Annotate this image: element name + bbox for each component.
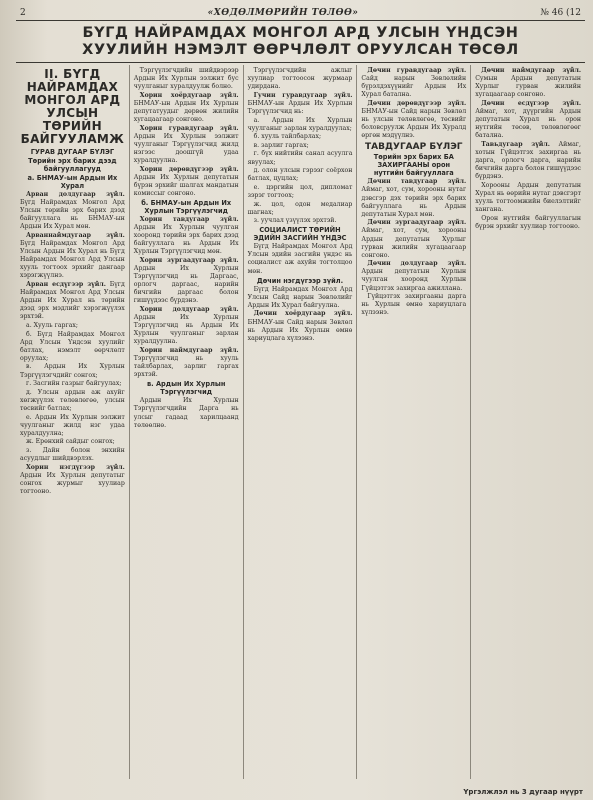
clause-lead: Хорин дөрөвдүгээр зүйл. — [139, 165, 239, 173]
column-1 — [16, 65, 130, 779]
article-paragraph: Арван есдүгээр зүйл. Бүгд Найрамдах Монгол Ард Улсын Ардын Их Хурал нь төрийн дээд эрх мэдлийг хэрэгжүүлэх эрхтэй. — [20, 281, 125, 321]
article-paragraph: Гүйцэтгэх захиргааны дарга нь Хурлын өмнө хариуцлага хүлээнэ. — [361, 293, 467, 317]
list-item: б. Бүгд Найрамдах Монгол Ард Улсын Үндсэн хуулийг батлах, нэмэлт өөрчлөлт оруулах; — [20, 330, 125, 362]
headline-line-1: БҮГД НАЙРАМДАХ МОНГОЛ АРД УЛСЫН ҮНДСЭН — [82, 25, 519, 41]
article-paragraph: Хорин нэгдүгээр зүйл. Ардын Их Хурлын депутатыг сонгох журмыг хуулиар тогтооно. — [20, 463, 125, 495]
page-number: 2 — [20, 8, 26, 18]
article-paragraph: Хорооны Ардын депутатын Хурал нь өөрийн нутаг дэвсгэрт хууль тогтоомжийн биелэлтийг хангана. — [475, 181, 581, 214]
clause-lead: Хорин зургаадугаар зүйл. — [139, 256, 239, 264]
clause-lead: Дөчин зургаадугаар зүйл. — [367, 219, 467, 227]
column-5 — [471, 65, 585, 779]
list-item: д. олон улсын гэрээг соёрхон батлах, цуцлах; — [247, 167, 353, 183]
article-paragraph: Ардын Их Хурлын Тэргүүлэгчдийн Дарга нь улсыг гадаад харилцаанд төлөөлнө. — [133, 397, 239, 429]
part-heading: а. БНМАУ-ын Ардын Их Хурал — [27, 174, 118, 190]
article-paragraph: Дөчин тавдугаар зүйл. Аймаг, хот, сум, хорооны нутаг дэвсгэр дэх төрийн эрх барих байгууллага нь Ардын депутатын Хурал мөн. — [361, 178, 467, 218]
clause-lead: Хорин наймдугаар зүйл. — [139, 347, 239, 354]
article-paragraph: Дөчин зургаадугаар зүйл. Аймаг, хот, сум, хорооны Ардын депутатын Хурлыг гурван жилийн хугацаагаар сонгоно. — [361, 219, 467, 259]
article-paragraph: Дөчин хоёрдугаар зүйл. БНМАУ-ын Сайд нарын Зөвлөл нь Ардын Их Хурлын өмнө хариуцлага хүлээнэ. — [247, 310, 353, 342]
article-paragraph: Дөчин есдүгээр зүйл. Аймаг, хот, дүүргийн Ардын депутатын Хурал нь орон нутгийн төсөв, төлөвлөгөөг батална. — [475, 99, 581, 140]
article-paragraph: Гучин гуравдугаар зүйл. БНМАУ-ын Ардын Их Хурлын Тэргүүлэгчид нь: — [247, 91, 353, 115]
article-paragraph: Хорин дөрөвдүгээр зүйл. Ардын Их Хурлын депутатын бүрэн эрхийг шалгах мандатын комиссыг сонгоно. — [133, 165, 239, 197]
column-3 — [244, 65, 358, 779]
article-paragraph: Бүгд Найрамдах Монгол Ард Улсын Сайд нарын Зөвлөлийг Ардын Их Хурал байгуулна. — [247, 285, 353, 309]
clause-lead: Хорин хоёрдугаар зүйл. — [139, 91, 239, 99]
article-paragraph: Дөчин гуравдугаар зүйл. Сайд нарын Зөвлөлийн бүрэлдэхүүнийг Ардын Их Хурал батална. — [361, 67, 467, 99]
clause-lead: Арван долдугаар зүйл. — [26, 191, 125, 198]
list-item: а. Хууль гаргах; — [26, 322, 78, 329]
chapter-subheading: Төрийн эрх барих дээд байгууллагууд — [28, 157, 117, 173]
article-paragraph: Дөчин наймдугаар зүйл. Сумын Ардын депутатын Хурлыг гурван жилийн хугацаагаар сонгоно. — [475, 67, 581, 99]
issue-number: № 46 (12 — [540, 8, 581, 18]
chapter-subheading: Төрийн эрх барих БА ЗАХИРГААНЫ орон нутгийн байгууллага — [373, 153, 454, 178]
clause-lead: Дөчин долдугаар зүйл. — [367, 260, 467, 268]
article-paragraph: Тэргүүлэгчдийн ажлыг хуулиар тогтоосон журмаар удирдана. — [247, 67, 353, 91]
clause-lead: Дөчин хоёрдугаар зүйл. — [253, 310, 353, 318]
main-headline — [16, 25, 585, 59]
part-heading: б. БНМАУ-ын Ардын Их Хурлын Тэргүүлэгчид — [141, 199, 232, 215]
list-item: г. Засгийн газрыг байгуулах; — [26, 380, 122, 388]
section-title: II. БҮГД НАЙРАМДАХ МОНГОЛ АРД УЛСЫН ТӨРИЙН БАЙГУУЛАМЖ — [20, 67, 125, 146]
article-paragraph: Бүгд Найрамдах Монгол Ард Улсын эдийн засгийн үндэс нь социалист аж ахуйн тогтолцоо мөн. — [247, 243, 353, 275]
list-item: г. бүх нийтийн санал асуулга явуулах; — [247, 150, 353, 166]
list-item: з. уучлал үзүүлэх эрхтэй. — [253, 217, 337, 225]
article-paragraph: Дөчин дөрөвдүгээр зүйл. БНМАУ-ын Сайд нарын Зөвлөл нь улсын төлөвлөгөө, төсвийг боловсруулж Ардын Их Хуралд өргөн мэдүүлнэ. — [361, 99, 467, 140]
list-item: з. Дайн болон энхийн асуудлыг шийдвэрлэх. — [20, 446, 125, 462]
list-item: а. Ардын Их Хурлын чуулганыг зарлан хуралдуулах; — [247, 116, 353, 132]
clause-lead: Хорин гуравдугаар зүйл. — [139, 124, 239, 132]
list-item: д. Улсын ардын аж ахуйг хөгжүүлэх төлөвлөгөө, улсын төсвийг батлах; — [20, 388, 125, 412]
clause-lead: Гучин гуравдугаар зүйл. — [253, 91, 353, 99]
article-paragraph: Тавьдугаар зүйл. Аймаг, хотын Гүйцэтгэх захиргаа нь дарга, орлогч дарга, нарийн бичгийн дарга болон гишүүдээс бүрдэнэ. — [475, 140, 582, 181]
clause-lead: Тавьдугаар зүйл. — [481, 140, 550, 148]
article-paragraph: Хорин гуравдугаар зүйл. Ардын Их Хурлын ээлжит чуулганыг Тэргүүлэгчид жилд нэгээс доошгүй удаа хуралдуулна. — [133, 124, 239, 165]
list-item: ж. Ерөнхий сайдыг сонгох; — [26, 438, 115, 446]
list-item: е. Ардын Их Хурлын ээлжит чуулганыг жилд нэг удаа хуралдуулна; — [20, 413, 125, 437]
column-2 — [130, 65, 244, 779]
page-header — [16, 6, 585, 21]
article-paragraph: Орон нутгийн байгууллагын бүрэн эрхийг хуулиар тогтооно. — [475, 214, 581, 230]
section-heading: СОЦИАЛИСТ ТӨРИЙН ЭДИЙН ЗАСГИЙН ҮНДЭС — [253, 226, 347, 243]
chapter-heading: ГУРАВ ДУГААР БҮЛЭГ — [30, 148, 115, 156]
headline-line-2: ХУУЛИЙН НЭМЭЛТ ӨӨРЧЛӨЛТ ОРУУЛСАН ТӨСӨЛ — [82, 42, 519, 58]
clause-lead: Дөчин тавдугаар зүйл. — [367, 178, 467, 186]
article-paragraph: Хорин хоёрдугаар зүйл. БНМАУ-ын Ардын Их Хурлын депутатуудыг дөрвөн жилийн хугацаагаар сонгоно. — [133, 91, 239, 124]
part-heading: Дөчин нэгдүгээр зүйл. — [256, 276, 344, 285]
column-4 — [357, 65, 471, 779]
list-item: в. зарлиг гаргах; — [253, 141, 309, 149]
section-heading: в. Ардын Их Хурлын Тэргүүлэгчид — [146, 380, 226, 397]
article-paragraph: Арваннаймдугаар зүйл. Бүгд Найрамдах Монгол Ард Улсын Ардын Их Хурал нь Бүгд Найрамдах Монгол Ард Улсын хууль тогтоох эрхийг дангаар хэрэгжүүлнэ. — [20, 231, 125, 280]
chapter-heading: ТАВДУГААР БҮЛЭГ — [365, 142, 463, 153]
list-item: ж. цол, одон медалиар шагнах; — [247, 200, 353, 216]
clause-lead: Дөчин наймдугаар зүйл. — [481, 67, 581, 74]
headline-rule — [16, 62, 585, 63]
clause-lead: Хорин тавдугаар зүйл. — [139, 216, 239, 223]
clause-lead: Арван есдүгээр зүйл. — [26, 281, 106, 289]
article-paragraph: Хорин зургаадугаар зүйл. Ардын Их Хурлын Тэргүүлэгчид нь Даргаас, орлогч даргаас, нарийн бичгийн даргаас болон гишүүдээс бүрдэнэ. — [133, 256, 239, 305]
clause-lead: Арваннаймдугаар зүйл. — [26, 231, 125, 239]
article-paragraph: Арван долдугаар зүйл. Бүгд Найрамдах Монгол Ард Улсын төрийн эрх барих дээд байгууллага нь БНМАУ-ын Ардын Их Хурал мөн. — [20, 191, 125, 231]
article-paragraph: Тэргүүлэгчдийн шийдвэрээр Ардын Их Хурлын ээлжит бус чуулганыг хуралдуулж болно. — [133, 67, 239, 91]
clause-lead: Дөчин гуравдугаар зүйл. — [367, 67, 467, 74]
clause-lead: Дөчин дөрөвдүгээр зүйл. — [367, 99, 467, 107]
clause-lead: Хорин долдугаар зүйл. — [139, 306, 239, 314]
clause-lead: Дөчин есдүгээр зүйл. — [481, 99, 581, 107]
article-paragraph: Хорин наймдугаар зүйл. Тэргүүлэгчид нь хууль тайлбарлах, зарлиг гаргах эрхтэй. — [133, 347, 239, 379]
article-paragraph: Дөчин долдугаар зүйл. Ардын депутатын Хурлын чуулган хооронд Хурлын Гүйцэтгэх захиргаа ажиллана. — [361, 260, 467, 292]
list-item: е. цэргийн цол, дипломат зэрэг тогтоох; — [247, 183, 353, 199]
clause-lead: Хорин нэгдүгээр зүйл. — [26, 463, 125, 471]
article-paragraph: Хорин тавдугаар зүйл. Ардын Их Хурлын чуулган хооронд төрийн эрх барих дээд байгууллага нь Ардын Их Хурлын Тэргүүлэгчид мөн. — [133, 216, 239, 256]
list-item: б. хууль тайлбарлах; — [253, 133, 322, 141]
article-columns — [16, 65, 585, 779]
masthead: «ХӨДӨЛМӨРИЙН ТӨЛӨӨ» — [207, 8, 359, 18]
continued-note: Үргэлжлэл нь 3 дугаар нүүрт — [463, 788, 583, 796]
article-paragraph: Хорин долдугаар зүйл. Ардын Их Хурлын Тэргүүлэгчид нь Ардын Их Хурлын чуулганыг зарлан хуралдуулна. — [133, 306, 239, 346]
list-item: в. Ардын Их Хурлын Тэргүүлэгчдийг сонгох; — [20, 363, 125, 379]
